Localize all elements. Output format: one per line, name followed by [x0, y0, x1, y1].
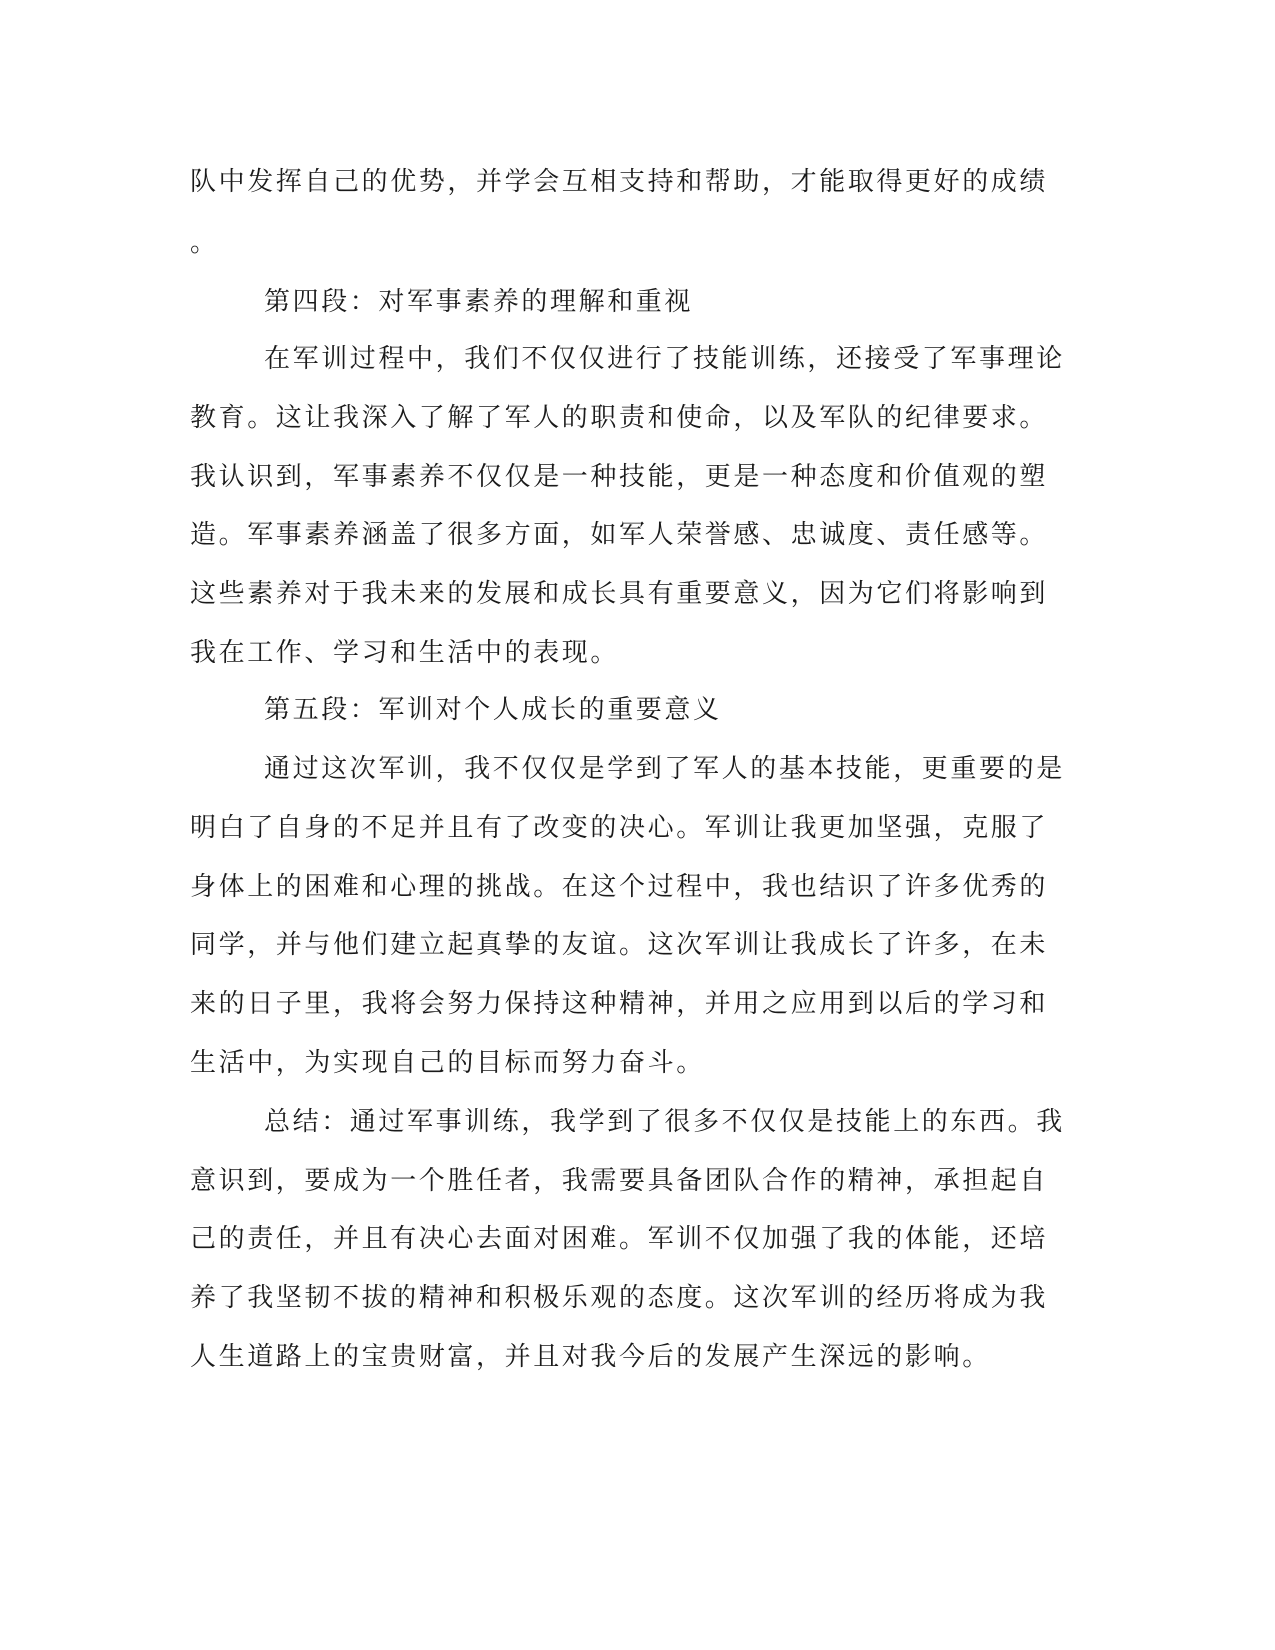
- section-four-body-line: 这些素养对于我未来的发展和成长具有重要意义，因为它们将影响到: [190, 579, 1049, 609]
- summary-body-line: 意识到，要成为一个胜任者，我需要具备团队合作的精神，承担起自: [190, 1166, 1049, 1196]
- section-five-body-line: 身体上的困难和心理的挑战。在这个过程中，我也结识了许多优秀的: [190, 872, 1049, 902]
- section-four-body-line: 教育。这让我深入了解了军人的职责和使命，以及军队的纪律要求。: [190, 403, 1049, 433]
- section-five-heading: 第五段：军训对个人成长的重要意义: [264, 695, 722, 725]
- section-four-body-line: 我认识到，军事素养不仅仅是一种技能，更是一种态度和价值观的塑: [190, 462, 1049, 492]
- section-five-body-line: 明白了自身的不足并且有了改变的决心。军训让我更加坚强，克服了: [190, 813, 1049, 843]
- summary-body-line: 养了我坚韧不拔的精神和积极乐观的态度。这次军训的经历将成为我: [190, 1283, 1049, 1313]
- section-five-body-line: 通过这次军训，我不仅仅是学到了军人的基本技能，更重要的是: [264, 754, 1065, 784]
- summary-body-line: 人生道路上的宝贵财富，并且对我今后的发展产生深远的影响。: [190, 1342, 991, 1372]
- paragraph-continuation-line: 队中发挥自己的优势，并学会互相支持和帮助，才能取得更好的成绩: [190, 167, 1049, 197]
- section-five-body-line: 来的日子里，我将会努力保持这种精神，并用之应用到以后的学习和: [190, 989, 1049, 1019]
- section-four-body-line: 造。军事素养涵盖了很多方面，如军人荣誉感、忠诚度、责任感等。: [190, 520, 1049, 550]
- section-four-body-line: 在军训过程中，我们不仅仅进行了技能训练，还接受了军事理论: [264, 344, 1065, 374]
- section-five-body-line: 生活中，为实现自己的目标而努力奋斗。: [190, 1048, 705, 1078]
- summary-body-line: 总结：通过军事训练，我学到了很多不仅仅是技能上的东西。我: [264, 1107, 1065, 1137]
- section-five-body-line: 同学，并与他们建立起真挚的友谊。这次军训让我成长了许多，在未: [190, 930, 1049, 960]
- section-four-heading: 第四段：对军事素养的理解和重视: [264, 287, 694, 317]
- section-four-body-line: 我在工作、学习和生活中的表现。: [190, 638, 620, 668]
- summary-body-line: 己的责任，并且有决心去面对困难。军训不仅加强了我的体能，还培: [190, 1224, 1049, 1254]
- paragraph-continuation-period: 。: [190, 228, 219, 258]
